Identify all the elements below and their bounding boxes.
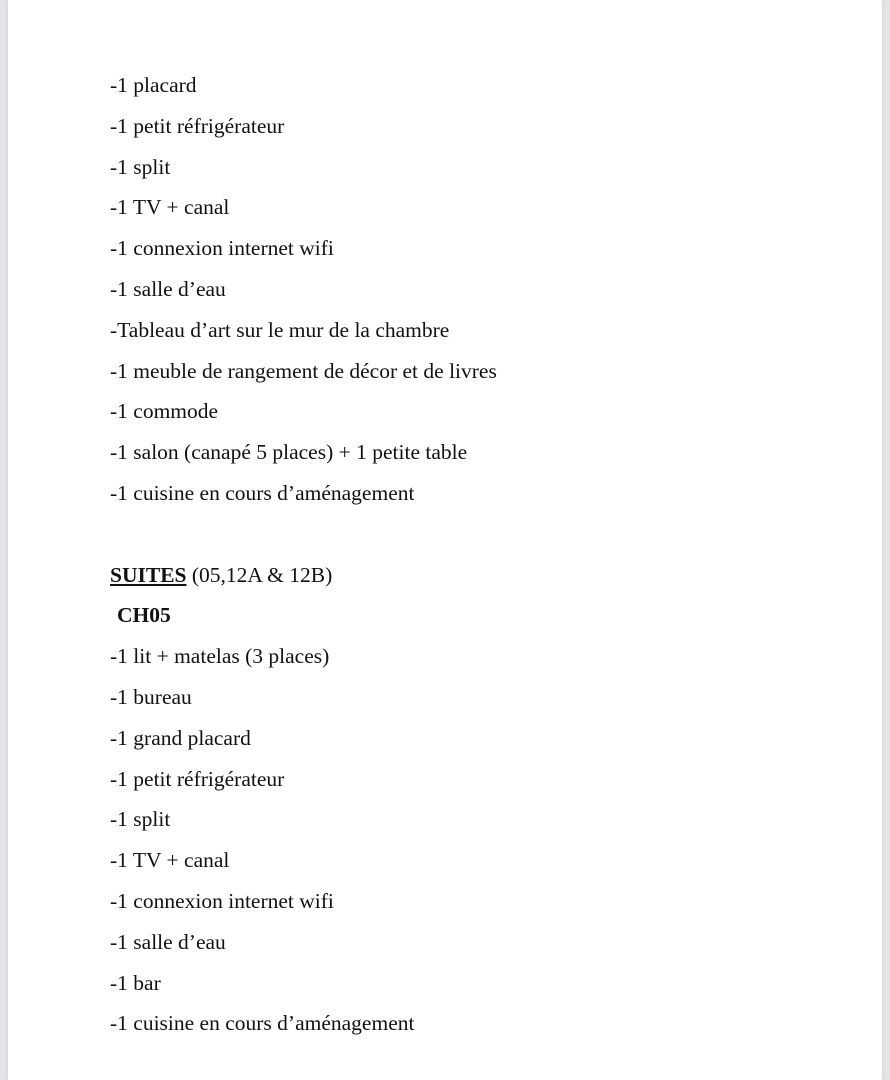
list-item: -1 cuisine en cours d’aménagement — [110, 1011, 415, 1036]
list-item: -Tableau d’art sur le mur de la chambre — [110, 317, 450, 342]
list-item: -1 salle d’eau — [110, 276, 226, 301]
list-item: -1 bureau — [110, 684, 192, 709]
equipment-list-top — [110, 70, 810, 519]
section-gap — [110, 519, 810, 560]
list-item: -1 placard — [110, 73, 197, 97]
suites-heading — [110, 560, 810, 601]
list-item: -1 cuisine en cours d’aménagement — [110, 480, 415, 505]
list-item: -1 salle d’eau — [110, 929, 226, 954]
list-item: -1 split — [110, 807, 171, 832]
list-item: -1 connexion internet wifi — [110, 236, 334, 261]
suites-title: SUITES — [110, 562, 187, 587]
list-item: -1 TV + canal — [110, 195, 230, 220]
suites-rooms: (05,12A & 12B) — [191, 562, 333, 587]
document-content — [110, 70, 810, 1049]
equipment-list-suite — [110, 641, 810, 1049]
document-page — [8, 0, 882, 1080]
list-item: -1 bar — [110, 970, 161, 995]
list-item: -1 connexion internet wifi — [110, 888, 334, 913]
list-item: -1 petit réfrigérateur — [110, 766, 285, 791]
list-item: -1 TV + canal — [110, 848, 230, 873]
room-heading: CH05 — [117, 603, 171, 628]
list-item: -1 grand placard — [110, 725, 251, 750]
list-item: -1 lit + matelas (3 places) — [110, 644, 330, 669]
list-item: -1 salon (canapé 5 places) + 1 petite table — [110, 440, 468, 465]
list-item: -1 meuble de rangement de décor et de livres — [110, 358, 497, 383]
list-item: -1 commode — [110, 399, 219, 424]
list-item: -1 split — [110, 154, 171, 179]
list-item: -1 petit réfrigérateur — [110, 113, 285, 138]
